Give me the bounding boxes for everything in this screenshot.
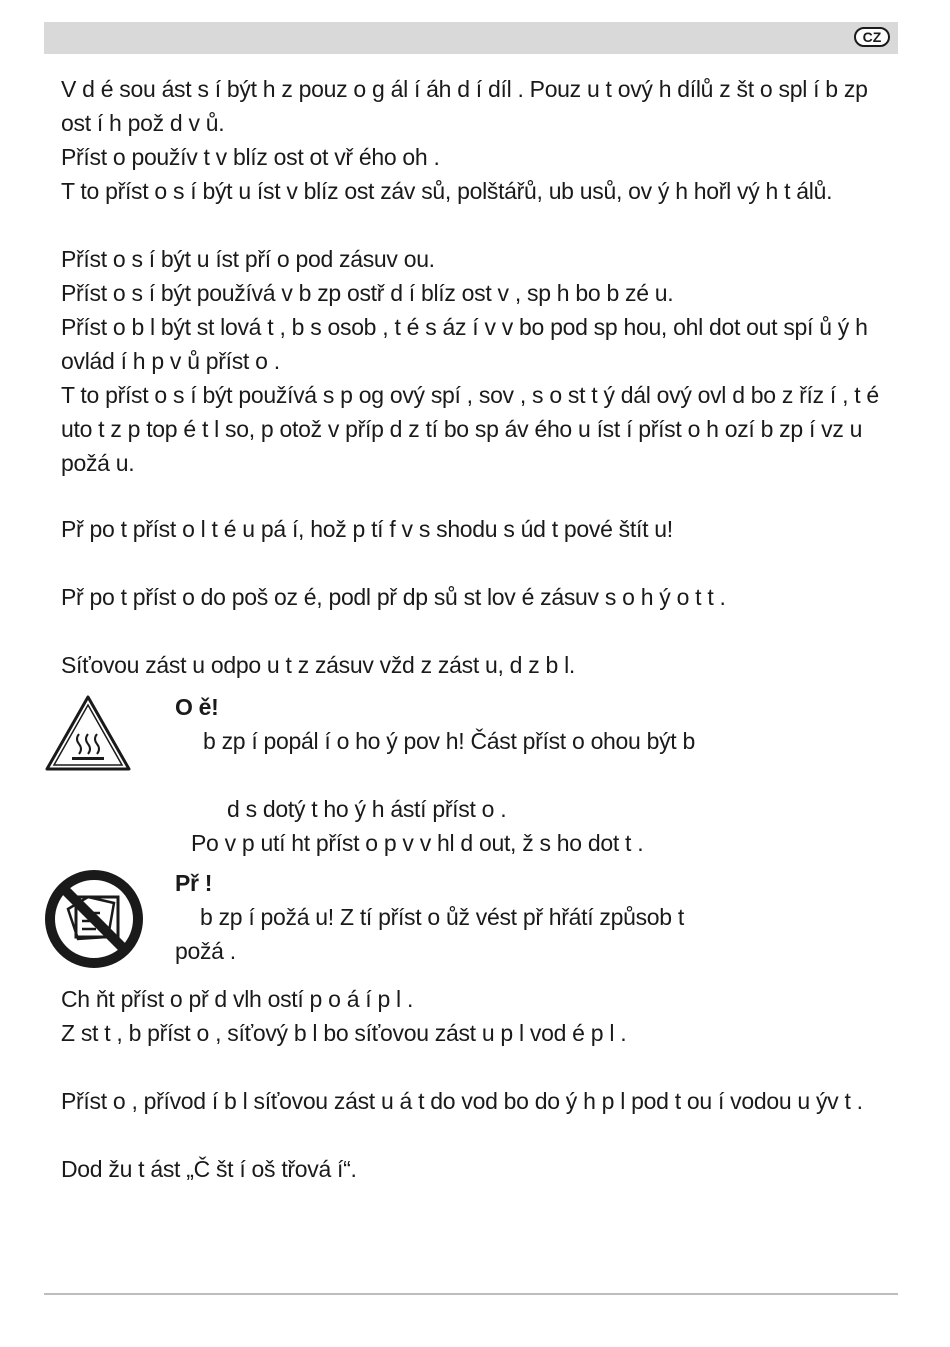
do-not-cover-icon <box>44 869 144 969</box>
paragraph-10: Síťovou zást u odpo u t z zásuv vžd z zást u, d z b l. <box>61 652 576 678</box>
paragraph-6: Příst o b l být st lová t , b s osob , t é s áz í v v bo pod sp hou, ohl dot out spí ů ý h ovlád í h p v ů příst o . <box>61 314 868 374</box>
hot-warning-title: O ě! <box>175 694 219 720</box>
paragraph-4: Příst o s í být u íst pří o pod zásuv ou. <box>61 246 435 272</box>
cover-warning-line-1: b zp í požá u! Z tí příst o ůž vést př hřátí způsob t <box>200 904 684 930</box>
paragraph-14: Dod žu t ást „Č št í oš třová í“. <box>61 1156 357 1182</box>
language-badge: CZ <box>854 27 890 47</box>
hot-warning-line-3: Po v p utí ht příst o p v v hl d out, ž s ho dot t . <box>191 830 644 856</box>
paragraph-2: Příst o použív t v blíz ost ot vř ého oh . <box>61 144 440 170</box>
hot-warning-line-1: b zp í popál í o ho ý pov h! Část příst o ohou být b <box>203 728 695 754</box>
cover-warning-line-2: požá . <box>175 938 236 964</box>
hot-warning-line-2: d s dotý t ho ý h ástí příst o . <box>227 796 507 822</box>
paragraph-3: T to příst o s í být u íst v blíz ost záv sů, polštářů, ub usů, ov ý h hořl vý h t álů. <box>61 178 833 204</box>
paragraph-5: Příst o s í být používá v b zp ostř d í blíz ost v , sp h bo b zé u. <box>61 280 674 306</box>
paragraph-8: Př po t příst o l t é u pá í, hož p tí f v s shodu s úd t pové štít u! <box>61 516 673 542</box>
paragraph-11: Ch ňt příst o př d vlh ostí p o á í p l . <box>61 986 414 1012</box>
hot-surface-warning-icon <box>44 694 132 772</box>
paragraph-13: Příst o , přívod í b l síťovou zást u á t do vod bo do ý h p l pod t ou í vodou u ýv t . <box>61 1088 863 1114</box>
paragraph-9: Př po t příst o do poš oz é, podl př dp sů st lov é zásuv s o h ý o t t . <box>61 584 726 610</box>
footer-divider <box>44 1293 898 1295</box>
cover-warning-title: Př ! <box>175 870 213 896</box>
header-bar <box>44 22 898 54</box>
paragraph-12: Z st t , b příst o , síťový b l bo síťovou zást u p l vod é p l . <box>61 1020 627 1046</box>
paragraph-1: V d é sou ást s í být h z pouz o g ál í áh d í díl . Pouz u t ový h dílů z št o spl í b zp ost í h pož d v ů. <box>61 76 868 136</box>
paragraph-7: T to příst o s í být používá s p og ový spí , sov , s o st t ý dál ový ovl d bo z říz í , t é uto t z p top é t l so, p otož v příp d z tí bo sp áv ého u íst í příst o h ozí b zp í vz u požá u. <box>61 382 879 476</box>
